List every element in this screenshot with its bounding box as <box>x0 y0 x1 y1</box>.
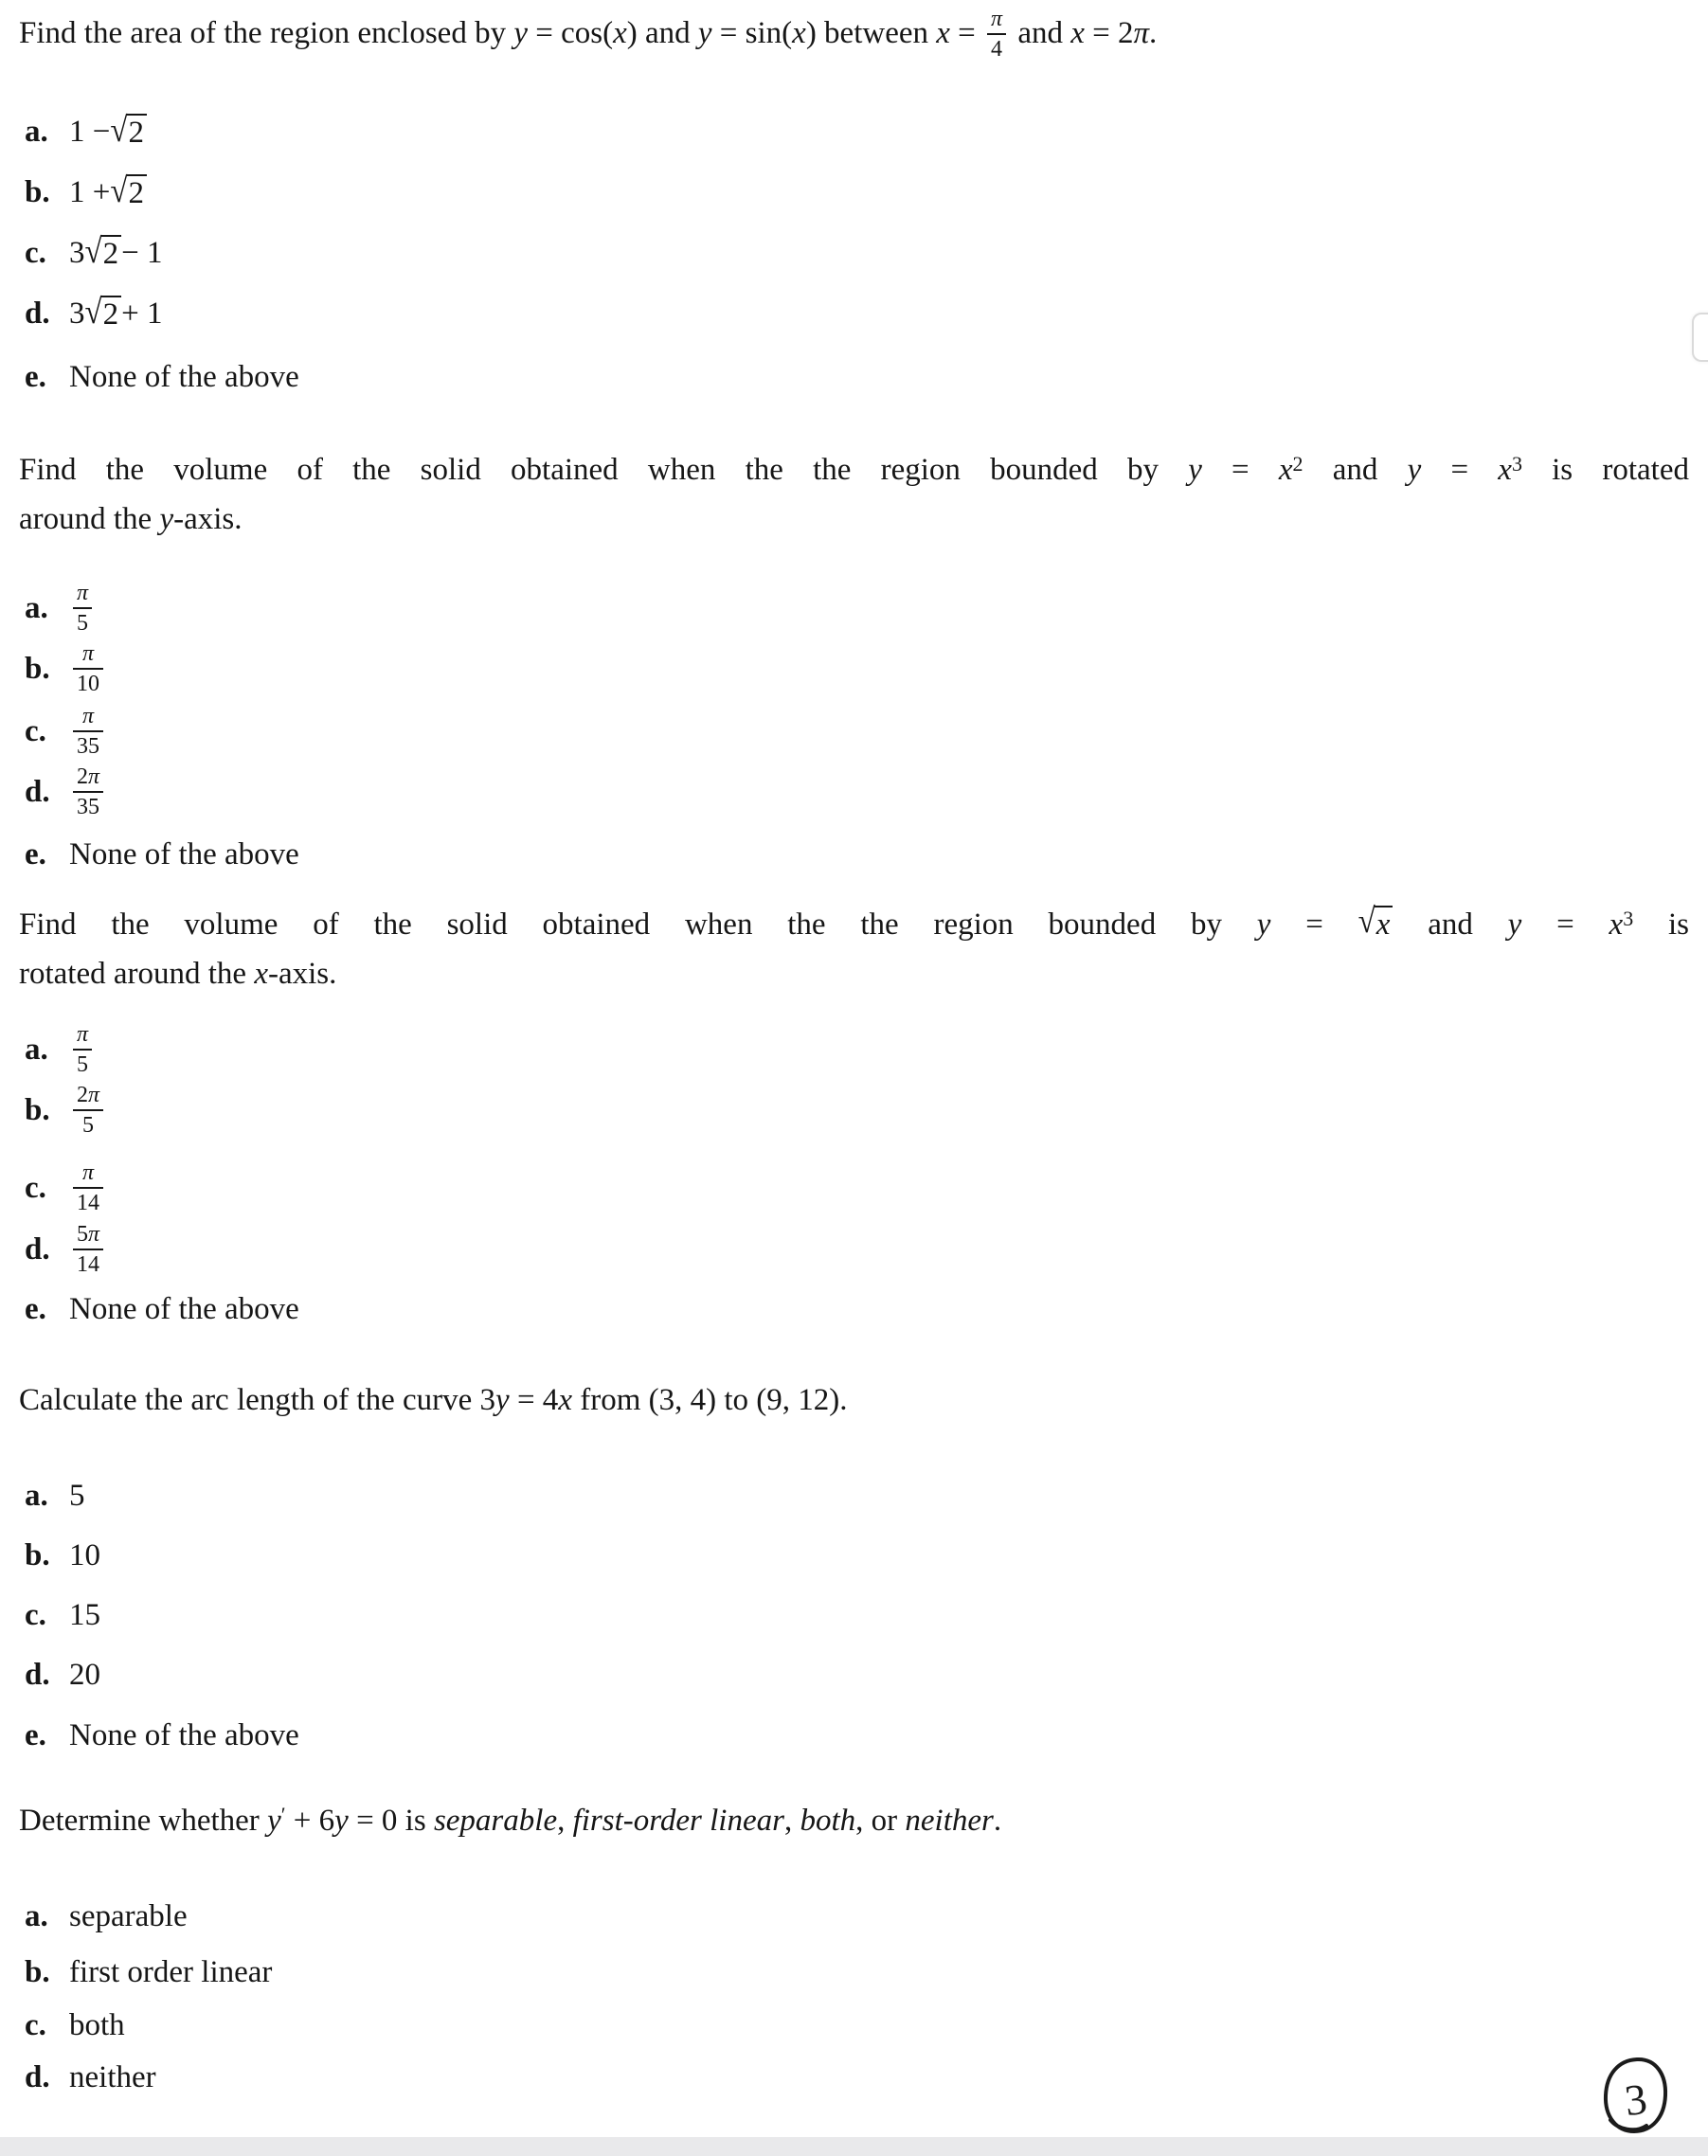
option-text: $\frac{2\pi}{5}$ <box>69 1084 107 1137</box>
question-4-option-e <box>25 1711 299 1760</box>
option-letter: d. <box>25 2059 50 2094</box>
question-4-option-c <box>25 1590 100 1640</box>
option-text: 1 + √2 <box>69 174 147 211</box>
option-letter: a. <box>25 1478 48 1513</box>
question-5 <box>19 1796 1689 1845</box>
option-text: None of the above <box>69 1291 299 1326</box>
option-text: $\frac{2\pi}{35}$ <box>69 765 107 818</box>
question-4 <box>19 1375 1689 1425</box>
option-letter: e. <box>25 1717 46 1752</box>
question-1-option-e <box>25 352 299 402</box>
question-4-option-b <box>25 1531 100 1580</box>
question-1-option-d <box>25 289 163 338</box>
option-letter: a. <box>25 1898 48 1933</box>
option-text: $\frac{\pi}{35}$ <box>69 705 107 758</box>
option-text: $\frac{5\pi}{14}$ <box>69 1223 107 1276</box>
question-2-text-line-2: around the y-axis. <box>19 502 243 536</box>
question-3-text-line-1: Find the volume of the solid obtained when the the region bounded by y = √x and $y = x^3$ is <box>19 902 1689 942</box>
option-text: 5 <box>69 1478 85 1513</box>
option-text: None of the above <box>69 836 299 871</box>
option-letter: b. <box>25 174 50 209</box>
option-text: 10 <box>69 1537 100 1572</box>
option-letter: c. <box>25 235 46 270</box>
question-4-option-a <box>25 1471 85 1520</box>
option-text: $\frac{\pi}{10}$ <box>69 642 107 695</box>
option-letter: d. <box>25 1657 50 1692</box>
question-2 <box>19 445 1689 544</box>
option-text: both <box>69 2007 125 2042</box>
option-letter: c. <box>25 1170 46 1205</box>
option-letter: b. <box>25 1954 50 1989</box>
page-number-annotation <box>1597 2056 1677 2137</box>
question-5-option-a <box>25 1892 188 1941</box>
question-5-option-c <box>25 2001 125 2050</box>
option-text: 3 √2 − 1 <box>69 232 163 271</box>
option-text: 3 √2 + 1 <box>69 293 163 332</box>
question-5-option-b <box>25 1948 272 1997</box>
question-3-option-d <box>25 1222 107 1277</box>
question-1-option-b <box>25 168 147 217</box>
option-text: None of the above <box>69 1717 299 1752</box>
question-3-option-a <box>25 1022 96 1077</box>
question-2-option-d <box>25 764 107 819</box>
question-4-option-d <box>25 1650 100 1699</box>
option-letter: e. <box>25 836 46 871</box>
option-letter: c. <box>25 713 46 748</box>
option-letter: e. <box>25 1291 46 1326</box>
option-letter: d. <box>25 1231 50 1267</box>
question-1-option-a <box>25 107 147 156</box>
option-letter: b. <box>25 1092 50 1127</box>
question-5-option-d <box>25 2053 156 2102</box>
option-letter: a. <box>25 590 48 625</box>
question-3-text-line-2: rotated around the x-axis. <box>19 957 337 991</box>
option-letter: a. <box>25 114 48 149</box>
bottom-page-edge-bar <box>0 2137 1708 2156</box>
option-letter: b. <box>25 1537 50 1572</box>
question-4-text: Calculate the arc length of the curve 3y = 4x from (3, 4) to (9, 12). <box>19 1383 848 1417</box>
question-1-option-c <box>25 228 163 278</box>
option-letter: c. <box>25 2007 46 2042</box>
option-letter: d. <box>25 296 50 331</box>
question-3-option-c <box>25 1160 107 1215</box>
option-letter: b. <box>25 651 50 686</box>
question-3 <box>19 900 1689 998</box>
option-text: 1 − √2 <box>69 114 147 151</box>
question-1 <box>19 8 1689 61</box>
edge-cutoff-button[interactable] <box>1692 313 1708 362</box>
option-text: neither <box>69 2059 156 2094</box>
option-text: None of the above <box>69 359 299 394</box>
option-text: $\frac{\pi}{5}$ <box>69 582 96 635</box>
option-letter: d. <box>25 774 50 809</box>
page-number-text: 3 <box>1622 2074 1650 2126</box>
question-2-text-line-1: Find the volume of the solid obtained when the the region bounded by $y = x^2$ and $y = x^3$ is rotated <box>19 452 1689 487</box>
option-text: 20 <box>69 1657 100 1692</box>
question-2-option-b <box>25 641 107 696</box>
option-text: $\frac{\pi}{5}$ <box>69 1023 96 1076</box>
option-letter: e. <box>25 359 46 394</box>
question-3-option-e <box>25 1285 299 1334</box>
option-text: separable <box>69 1898 188 1933</box>
question-1-text: Find the area of the region enclosed by y = cos(x) and y = sin(x) between x = $\frac{\pi}{4}$ and x = 2π. <box>19 7 1158 62</box>
option-letter: c. <box>25 1597 46 1632</box>
option-text: $\frac{\pi}{14}$ <box>69 1161 107 1214</box>
question-2-option-c <box>25 704 107 759</box>
question-2-option-e <box>25 830 299 879</box>
option-letter: a. <box>25 1032 48 1067</box>
question-2-option-a <box>25 581 96 636</box>
option-text: first order linear <box>69 1954 273 1989</box>
question-5-text: Determine whether y′ + 6y = 0 is separable, first-order linear, both, or neither. <box>19 1803 1002 1838</box>
option-text: 15 <box>69 1597 100 1632</box>
question-3-option-b <box>25 1083 107 1138</box>
